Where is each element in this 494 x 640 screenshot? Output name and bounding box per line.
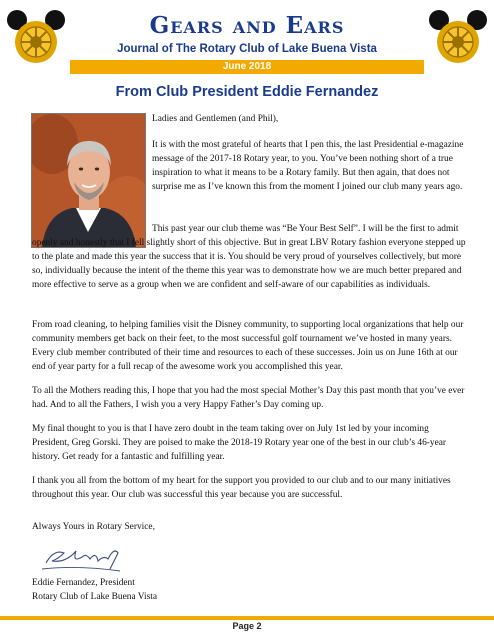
greeting-paragraph: Ladies and Gentlemen (and Phil), <box>152 114 279 124</box>
footer-rule <box>0 616 494 620</box>
masthead-title: Gears and Ears <box>149 12 345 39</box>
closing-line: Always Yours in Rotary Service, <box>32 522 155 532</box>
rotary-wheel-mouse-ears-icon <box>6 8 66 66</box>
article-paragraph: To all the Mothers reading this, I hope that you had the most special Mother’s Day this past month that you’ve ever had. And to all the Fathers, I wish you a very Happy Father’s Day coming up. <box>32 386 465 410</box>
masthead-header <box>0 0 494 76</box>
journal-subtitle: Journal of The Rotary Club of Lake Buena Vista <box>117 43 377 55</box>
article-paragraph: It is with the most grateful of hearts that I pen this, the last Presidential e-magazine message of the 2017-18 Rotary year, to you. You’ve been nothing short of a true inspiration to what it means to be a Rotary family. But then again, that does not surprise me as I’ve known this from the moment I joined our club many years ago. <box>152 140 464 192</box>
signoff-organization: Rotary Club of Lake Buena Vista <box>32 592 158 602</box>
page-number: Page 2 <box>232 621 262 631</box>
article-paragraph: My final thought to you is that I have zero doubt in the team taking over on July 1st led by your incoming President, Greg Gorski. They are poised to make the 2018-19 Rotary year one of the best in our club’s 46-year history. Get ready for a fantastic and fulfilling year. <box>32 424 447 462</box>
issue-date: June 2018 <box>70 60 424 74</box>
handwritten-signature <box>38 539 124 577</box>
article-paragraph: I thank you all from the bottom of my heart for the support you provided to our club and to our many initiatives throughout this year. Our club was successful this year because you are successful. <box>32 476 451 500</box>
rotary-wheel-mouse-ears-icon <box>428 8 488 66</box>
signoff-name: Eddie Fernandez, President <box>32 578 135 588</box>
article-paragraph: This past year our club theme was “Be Your Best Self”. I will be the first to admit openly and honestly that I fell slightly short of this objective. But in great LBV Rotary fashion everyone stepped up to the plate and made this year the success that it is. You should be very proud of yourselves collectively, but more so, individually because the intent of the theme this year was to demonstrate how we are much better prepared and more effective to serve as a group when we are confident and self-aware of our capabilities as individuals. <box>32 224 466 290</box>
article-paragraph: From road cleaning, to helping families visit the Disney community, to supporting local organizations that help our community members get back on their feet, to the most successful golf tournament we’ve hosted in many years. Every club member contributed of their time and resources to each of these successes. Join us on June 16th at our end of year party for a full recap of the awesome work you accomplished this year. <box>32 320 464 372</box>
article-headline: From Club President Eddie Fernandez <box>115 84 379 100</box>
